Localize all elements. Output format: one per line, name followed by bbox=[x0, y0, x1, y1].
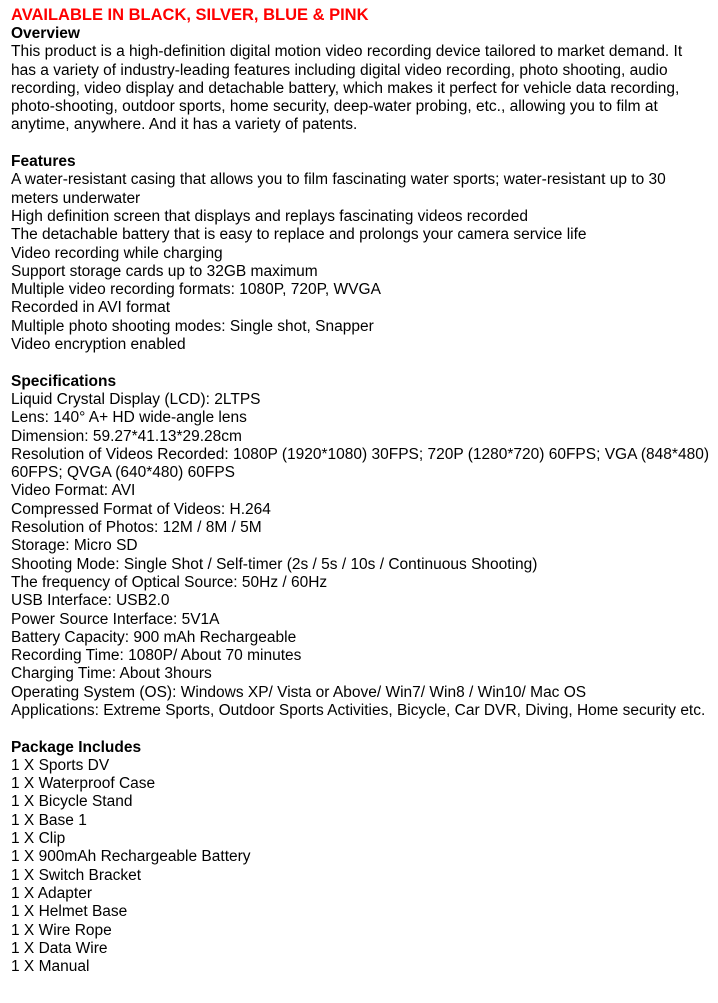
package-item: 1 X Adapter bbox=[11, 884, 93, 902]
feature-item: A water-resistant casing that allows you to film fascinating water sports; water-resistant up to 30 meters underwater bbox=[11, 171, 666, 207]
spec-item: Charging Time: About 3hours bbox=[11, 665, 212, 683]
spec-item: The frequency of Optical Source: 50Hz / 60Hz bbox=[11, 573, 328, 591]
package-item: 1 X Helmet Base bbox=[11, 903, 128, 921]
spec-item: Power Source Interface: 5V1A bbox=[11, 610, 220, 628]
section-spacer bbox=[11, 354, 711, 372]
feature-item: High definition screen that displays and replays fascinating videos recorded bbox=[11, 207, 528, 225]
spec-item: Recording Time: 1080P/ About 70 minutes bbox=[11, 647, 302, 665]
specifications-section bbox=[11, 373, 711, 721]
availability-banner: AVAILABLE IN BLACK, SILVER, BLUE & PINK bbox=[11, 6, 369, 24]
package-item: 1 X Clip bbox=[11, 830, 66, 848]
spec-item: Lens: 140° A+ HD wide-angle lens bbox=[11, 409, 247, 427]
overview-heading: Overview bbox=[11, 25, 80, 42]
spec-item: Shooting Mode: Single Shot / Self-timer (2s / 5s / 10s / Continuous Shooting) bbox=[11, 555, 538, 573]
feature-item: Multiple video recording formats: 1080P, 720P, WVGA bbox=[11, 281, 381, 299]
feature-item: Support storage cards up to 32GB maximum bbox=[11, 262, 318, 280]
feature-item: Video recording while charging bbox=[11, 244, 223, 262]
spec-item: Video Format: AVI bbox=[11, 482, 136, 500]
package-item: 1 X Waterproof Case bbox=[11, 775, 156, 793]
overview-text: This product is a high-definition digital motion video recording device tailored to market demand. It has a variety of industry-leading features including digital video recording, photo shooting, audio recording, video display and detachable battery, which makes it perfect for vehicle data recording, photo-shooting, outdoor sports, home security, deep-water probing, etc., allowing you to film at anytime, anywhere. And it has a variety of patents. bbox=[11, 43, 683, 134]
spec-item: USB Interface: USB2.0 bbox=[11, 592, 170, 610]
package-item: 1 X Data Wire bbox=[11, 939, 108, 957]
package-item: 1 X Base 1 bbox=[11, 811, 87, 829]
spec-item: Operating System (OS): Windows XP/ Vista or Above/ Win7/ Win8 / Win10/ Mac OS bbox=[11, 683, 587, 701]
spec-item: Battery Capacity: 900 mAh Rechargeable bbox=[11, 628, 297, 646]
package-item: 1 X Manual bbox=[11, 958, 90, 976]
section-spacer bbox=[11, 135, 711, 153]
feature-item: Recorded in AVI format bbox=[11, 299, 171, 317]
section-spacer bbox=[11, 720, 711, 738]
feature-item: Video encryption enabled bbox=[11, 336, 186, 354]
specifications-heading: Specifications bbox=[11, 372, 117, 390]
spec-item: Resolution of Photos: 12M / 8M / 5M bbox=[11, 519, 262, 537]
feature-item: Multiple photo shooting modes: Single shot, Snapper bbox=[11, 317, 374, 335]
feature-item: The detachable battery that is easy to replace and prolongs your camera service life bbox=[11, 226, 587, 244]
package-section bbox=[11, 739, 711, 977]
product-description bbox=[11, 6, 711, 976]
package-item: 1 X Wire Rope bbox=[11, 921, 112, 939]
spec-item: Liquid Crystal Display (LCD): 2LTPS bbox=[11, 390, 261, 408]
package-heading: Package Includes bbox=[11, 738, 142, 756]
package-item: 1 X Bicycle Stand bbox=[11, 793, 133, 811]
package-item: 1 X Switch Bracket bbox=[11, 866, 142, 884]
spec-item: Storage: Micro SD bbox=[11, 537, 138, 555]
spec-item: Dimension: 59.27*41.13*29.28cm bbox=[11, 427, 242, 445]
features-section bbox=[11, 153, 711, 354]
spec-item: Resolution of Videos Recorded: 1080P (1920*1080) 30FPS; 720P (1280*720) 60FPS; VGA (848*480) 60FPS; QVGA (640*480) 60FPS bbox=[11, 445, 709, 482]
package-item: 1 X Sports DV bbox=[11, 756, 110, 774]
overview-section bbox=[11, 25, 711, 135]
features-heading: Features bbox=[11, 153, 76, 171]
spec-item: Applications: Extreme Sports, Outdoor Sports Activities, Bicycle, Car DVR, Diving, Home security etc. bbox=[11, 701, 706, 719]
spec-item: Compressed Format of Videos: H.264 bbox=[11, 500, 271, 518]
package-item: 1 X 900mAh Rechargeable Battery bbox=[11, 848, 251, 866]
